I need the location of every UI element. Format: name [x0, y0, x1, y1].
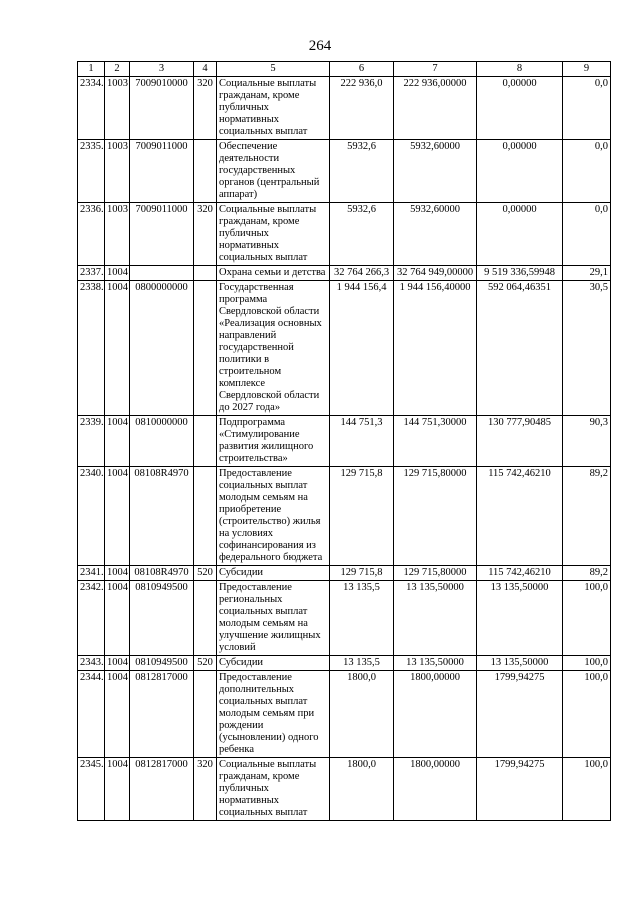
- percent-executed-cell: 100,0: [563, 581, 611, 656]
- section-code-cell: 1003: [105, 77, 130, 140]
- table-row: [78, 266, 611, 281]
- expense-type-cell: 320: [194, 203, 217, 266]
- amount-approved-cell: 129 715,80000: [394, 467, 477, 566]
- row-number-cell: 2335.: [78, 140, 105, 203]
- description-cell: Социальные выплаты гражданам, кроме публичных нормативных социальных выплат: [217, 77, 330, 140]
- amount-planned-cell: 129 715,8: [330, 566, 394, 581]
- header-row: [78, 62, 611, 77]
- row-number-cell: 2343.: [78, 656, 105, 671]
- target-code-cell: 7009011000: [130, 203, 194, 266]
- percent-executed-cell: 0,0: [563, 203, 611, 266]
- expense-type-cell: [194, 467, 217, 566]
- amount-approved-cell: 13 135,50000: [394, 656, 477, 671]
- table-row: [78, 281, 611, 416]
- amount-executed-cell: 13 135,50000: [477, 581, 563, 656]
- section-code-cell: 1004: [105, 416, 130, 467]
- amount-approved-cell: 1800,00000: [394, 671, 477, 758]
- amount-planned-cell: 222 936,0: [330, 77, 394, 140]
- amount-planned-cell: 32 764 266,3: [330, 266, 394, 281]
- amount-planned-cell: 1 944 156,4: [330, 281, 394, 416]
- percent-executed-cell: 100,0: [563, 758, 611, 821]
- expense-type-cell: [194, 581, 217, 656]
- target-code-cell: 0810949500: [130, 581, 194, 656]
- amount-planned-cell: 144 751,3: [330, 416, 394, 467]
- table-row: [78, 203, 611, 266]
- section-code-cell: 1004: [105, 467, 130, 566]
- table-row: [78, 671, 611, 758]
- table-row: [78, 467, 611, 566]
- column-header-8: 8: [477, 62, 563, 77]
- table-body: [78, 77, 611, 821]
- description-cell: Подпрограмма «Стимулирование развития жилищного строительства»: [217, 416, 330, 467]
- percent-executed-cell: 100,0: [563, 656, 611, 671]
- expense-type-cell: [194, 416, 217, 467]
- amount-planned-cell: 129 715,8: [330, 467, 394, 566]
- column-header-9: 9: [563, 62, 611, 77]
- section-code-cell: 1004: [105, 656, 130, 671]
- amount-planned-cell: 5932,6: [330, 203, 394, 266]
- expense-type-cell: [194, 266, 217, 281]
- amount-executed-cell: 1799,94275: [477, 671, 563, 758]
- amount-approved-cell: 13 135,50000: [394, 581, 477, 656]
- expense-type-cell: 520: [194, 656, 217, 671]
- row-number-cell: 2345.: [78, 758, 105, 821]
- section-code-cell: 1003: [105, 140, 130, 203]
- target-code-cell: [130, 266, 194, 281]
- section-code-cell: 1004: [105, 581, 130, 656]
- amount-planned-cell: 1800,0: [330, 758, 394, 821]
- percent-executed-cell: 0,0: [563, 140, 611, 203]
- amount-executed-cell: 0,00000: [477, 140, 563, 203]
- percent-executed-cell: 89,2: [563, 467, 611, 566]
- description-cell: Субсидии: [217, 656, 330, 671]
- amount-planned-cell: 5932,6: [330, 140, 394, 203]
- table-row: [78, 758, 611, 821]
- expense-type-cell: [194, 140, 217, 203]
- row-number-cell: 2342.: [78, 581, 105, 656]
- table-row: [78, 140, 611, 203]
- target-code-cell: 7009011000: [130, 140, 194, 203]
- description-cell: Государственная программа Свердловской области «Реализация основных направлений государственной политики в строительном комплексе Свердловской области до 2027 года»: [217, 281, 330, 416]
- table-row: [78, 77, 611, 140]
- amount-executed-cell: 9 519 336,59948: [477, 266, 563, 281]
- table-row: [78, 566, 611, 581]
- amount-approved-cell: 5932,60000: [394, 203, 477, 266]
- amount-planned-cell: 13 135,5: [330, 656, 394, 671]
- column-header-5: 5: [217, 62, 330, 77]
- amount-planned-cell: 13 135,5: [330, 581, 394, 656]
- amount-executed-cell: 115 742,46210: [477, 566, 563, 581]
- amount-approved-cell: 144 751,30000: [394, 416, 477, 467]
- amount-approved-cell: 32 764 949,00000: [394, 266, 477, 281]
- amount-approved-cell: 1 944 156,40000: [394, 281, 477, 416]
- amount-executed-cell: 1799,94275: [477, 758, 563, 821]
- column-header-1: 1: [78, 62, 105, 77]
- expense-type-cell: 320: [194, 77, 217, 140]
- row-number-cell: 2337.: [78, 266, 105, 281]
- section-code-cell: 1003: [105, 203, 130, 266]
- target-code-cell: 0812817000: [130, 671, 194, 758]
- percent-executed-cell: 100,0: [563, 671, 611, 758]
- target-code-cell: 0800000000: [130, 281, 194, 416]
- description-cell: Социальные выплаты гражданам, кроме публичных нормативных социальных выплат: [217, 203, 330, 266]
- percent-executed-cell: 30,5: [563, 281, 611, 416]
- row-number-cell: 2340.: [78, 467, 105, 566]
- column-header-7: 7: [394, 62, 477, 77]
- description-cell: Обеспечение деятельности государственных органов (центральный аппарат): [217, 140, 330, 203]
- section-code-cell: 1004: [105, 266, 130, 281]
- row-number-cell: 2334.: [78, 77, 105, 140]
- row-number-cell: 2336.: [78, 203, 105, 266]
- column-header-2: 2: [105, 62, 130, 77]
- percent-executed-cell: 0,0: [563, 77, 611, 140]
- target-code-cell: 08108R4970: [130, 467, 194, 566]
- section-code-cell: 1004: [105, 671, 130, 758]
- expense-type-cell: 320: [194, 758, 217, 821]
- row-number-cell: 2338.: [78, 281, 105, 416]
- table-row: [78, 416, 611, 467]
- amount-executed-cell: 0,00000: [477, 77, 563, 140]
- percent-executed-cell: 89,2: [563, 566, 611, 581]
- amount-executed-cell: 115 742,46210: [477, 467, 563, 566]
- description-cell: Предоставление региональных социальных выплат молодым семьям на улучшение жилищных условий: [217, 581, 330, 656]
- amount-planned-cell: 1800,0: [330, 671, 394, 758]
- amount-executed-cell: 0,00000: [477, 203, 563, 266]
- percent-executed-cell: 29,1: [563, 266, 611, 281]
- description-cell: Предоставление дополнительных социальных выплат молодым семьям при рождении (усыновлении) одного ребенка: [217, 671, 330, 758]
- target-code-cell: 0812817000: [130, 758, 194, 821]
- page-number: 264: [308, 38, 332, 54]
- amount-executed-cell: 13 135,50000: [477, 656, 563, 671]
- section-code-cell: 1004: [105, 281, 130, 416]
- row-number-cell: 2339.: [78, 416, 105, 467]
- target-code-cell: 0810000000: [130, 416, 194, 467]
- amount-executed-cell: 592 064,46351: [477, 281, 563, 416]
- description-cell: Социальные выплаты гражданам, кроме публичных нормативных социальных выплат: [217, 758, 330, 821]
- row-number-cell: 2344.: [78, 671, 105, 758]
- row-number-cell: 2341.: [78, 566, 105, 581]
- expense-type-cell: 520: [194, 566, 217, 581]
- description-cell: Субсидии: [217, 566, 330, 581]
- column-header-3: 3: [130, 62, 194, 77]
- percent-executed-cell: 90,3: [563, 416, 611, 467]
- expense-type-cell: [194, 671, 217, 758]
- budget-table: [77, 61, 611, 821]
- amount-approved-cell: 1800,00000: [394, 758, 477, 821]
- table-row: [78, 656, 611, 671]
- expense-type-cell: [194, 281, 217, 416]
- section-code-cell: 1004: [105, 758, 130, 821]
- description-cell: Предоставление социальных выплат молодым семьям на приобретение (строительство) жилья на условиях софинансирования из федерального бюджета: [217, 467, 330, 566]
- target-code-cell: 0810949500: [130, 656, 194, 671]
- description-cell: Охрана семьи и детства: [217, 266, 330, 281]
- amount-executed-cell: 130 777,90485: [477, 416, 563, 467]
- column-header-4: 4: [194, 62, 217, 77]
- amount-approved-cell: 129 715,80000: [394, 566, 477, 581]
- amount-approved-cell: 222 936,00000: [394, 77, 477, 140]
- table-row: [78, 581, 611, 656]
- amount-approved-cell: 5932,60000: [394, 140, 477, 203]
- target-code-cell: 08108R4970: [130, 566, 194, 581]
- section-code-cell: 1004: [105, 566, 130, 581]
- target-code-cell: 7009010000: [130, 77, 194, 140]
- column-header-6: 6: [330, 62, 394, 77]
